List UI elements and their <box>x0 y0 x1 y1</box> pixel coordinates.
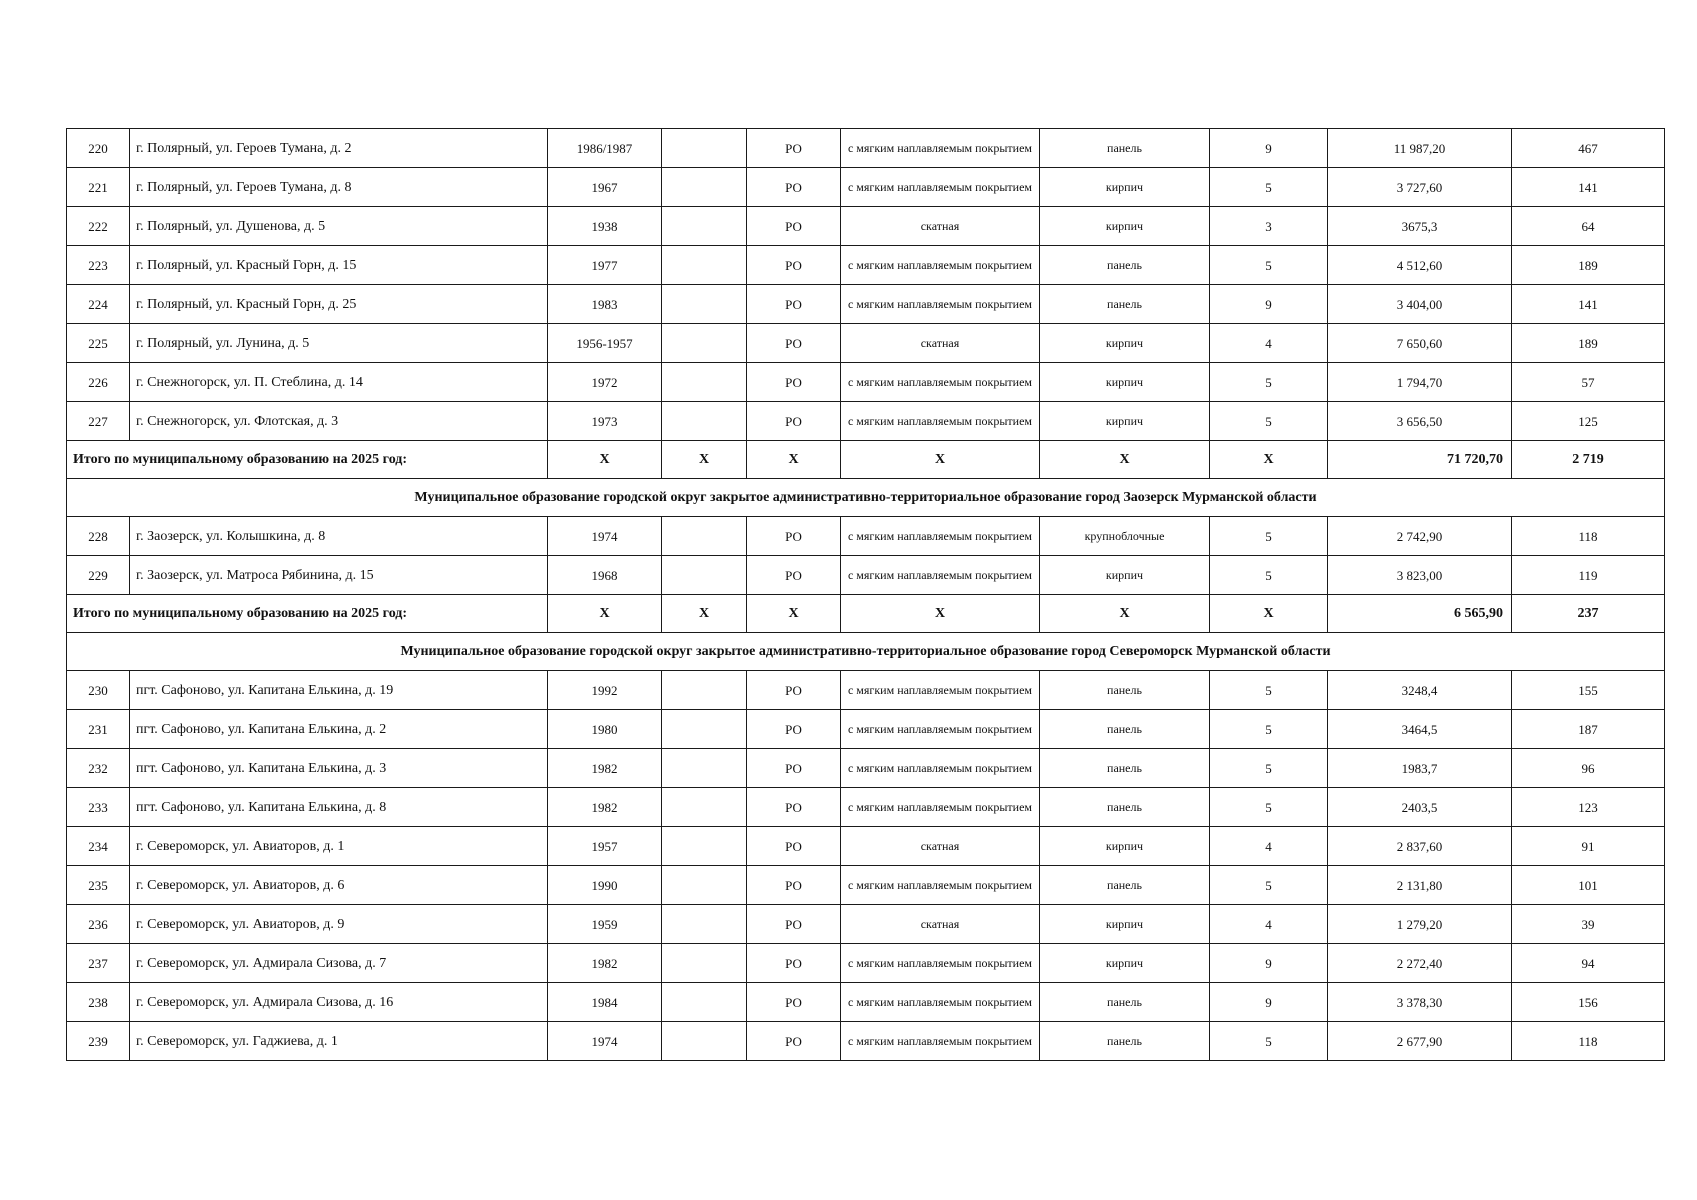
address-cell: г. Полярный, ул. Красный Горн, д. 15 <box>130 246 548 285</box>
row-number: 229 <box>67 556 130 595</box>
wall-material-cell: кирпич <box>1040 363 1210 402</box>
total-row <box>67 441 1665 479</box>
year-cell: 1967 <box>548 168 662 207</box>
residents-cell: 141 <box>1512 285 1665 324</box>
row-number: 225 <box>67 324 130 363</box>
residents-cell: 189 <box>1512 246 1665 285</box>
row-number: 236 <box>67 905 130 944</box>
table-row <box>67 246 1665 285</box>
year-cell: 1980 <box>548 710 662 749</box>
fund-cell: РО <box>747 285 841 324</box>
address-cell: г. Североморск, ул. Авиаторов, д. 1 <box>130 827 548 866</box>
year-cell: 1986/1987 <box>548 129 662 168</box>
area-cell: 1 794,70 <box>1328 363 1512 402</box>
row-number: 237 <box>67 944 130 983</box>
residents-cell: 155 <box>1512 671 1665 710</box>
residents-cell: 64 <box>1512 207 1665 246</box>
roof-type-cell: скатная <box>841 324 1040 363</box>
area-cell: 1983,7 <box>1328 749 1512 788</box>
wall-material-cell: панель <box>1040 983 1210 1022</box>
residents-cell: 91 <box>1512 827 1665 866</box>
floors-cell: 3 <box>1210 207 1328 246</box>
empty-cell <box>662 671 747 710</box>
residents-cell: 141 <box>1512 168 1665 207</box>
floors-cell: 9 <box>1210 285 1328 324</box>
floors-cell: 5 <box>1210 749 1328 788</box>
total-residents: 2 719 <box>1512 441 1665 479</box>
total-x-mark: Х <box>1040 441 1210 479</box>
fund-cell: РО <box>747 983 841 1022</box>
roof-type-cell: с мягким наплавляемым покрытием <box>841 402 1040 441</box>
fund-cell: РО <box>747 363 841 402</box>
total-x-mark: Х <box>1210 441 1328 479</box>
residents-cell: 119 <box>1512 556 1665 595</box>
wall-material-cell: панель <box>1040 788 1210 827</box>
roof-type-cell: скатная <box>841 905 1040 944</box>
wall-material-cell: кирпич <box>1040 944 1210 983</box>
section-header-row <box>67 633 1665 671</box>
residents-cell: 189 <box>1512 324 1665 363</box>
empty-cell <box>662 1022 747 1061</box>
fund-cell: РО <box>747 905 841 944</box>
wall-material-cell: панель <box>1040 866 1210 905</box>
empty-cell <box>662 402 747 441</box>
area-cell: 7 650,60 <box>1328 324 1512 363</box>
area-cell: 2 677,90 <box>1328 1022 1512 1061</box>
empty-cell <box>662 363 747 402</box>
table-row <box>67 517 1665 556</box>
roof-type-cell: с мягким наплавляемым покрытием <box>841 168 1040 207</box>
address-cell: г. Североморск, ул. Авиаторов, д. 9 <box>130 905 548 944</box>
area-cell: 2403,5 <box>1328 788 1512 827</box>
total-label: Итого по муниципальному образованию на 2025 год: <box>67 441 548 479</box>
address-cell: пгт. Сафоново, ул. Капитана Елькина, д. 19 <box>130 671 548 710</box>
area-cell: 3 656,50 <box>1328 402 1512 441</box>
year-cell: 1982 <box>548 749 662 788</box>
row-number: 230 <box>67 671 130 710</box>
year-cell: 1982 <box>548 788 662 827</box>
fund-cell: РО <box>747 944 841 983</box>
empty-cell <box>662 749 747 788</box>
total-residents: 237 <box>1512 595 1665 633</box>
table-row <box>67 285 1665 324</box>
empty-cell <box>662 517 747 556</box>
empty-cell <box>662 983 747 1022</box>
floors-cell: 4 <box>1210 324 1328 363</box>
row-number: 223 <box>67 246 130 285</box>
total-x-mark: Х <box>662 595 747 633</box>
residents-cell: 39 <box>1512 905 1665 944</box>
area-cell: 11 987,20 <box>1328 129 1512 168</box>
wall-material-cell: кирпич <box>1040 168 1210 207</box>
area-cell: 3 404,00 <box>1328 285 1512 324</box>
roof-type-cell: с мягким наплавляемым покрытием <box>841 710 1040 749</box>
total-label: Итого по муниципальному образованию на 2025 год: <box>67 595 548 633</box>
total-x-mark: Х <box>1210 595 1328 633</box>
year-cell: 1972 <box>548 363 662 402</box>
residents-cell: 123 <box>1512 788 1665 827</box>
area-cell: 3675,3 <box>1328 207 1512 246</box>
year-cell: 1968 <box>548 556 662 595</box>
table-row <box>67 905 1665 944</box>
address-cell: г. Североморск, ул. Гаджиева, д. 1 <box>130 1022 548 1061</box>
address-cell: г. Снежногорск, ул. Флотская, д. 3 <box>130 402 548 441</box>
empty-cell <box>662 788 747 827</box>
residents-cell: 467 <box>1512 129 1665 168</box>
total-x-mark: Х <box>548 595 662 633</box>
area-cell: 3 727,60 <box>1328 168 1512 207</box>
area-cell: 2 131,80 <box>1328 866 1512 905</box>
fund-cell: РО <box>747 556 841 595</box>
table-row <box>67 129 1665 168</box>
empty-cell <box>662 556 747 595</box>
floors-cell: 5 <box>1210 246 1328 285</box>
empty-cell <box>662 168 747 207</box>
roof-type-cell: с мягким наплавляемым покрытием <box>841 671 1040 710</box>
table-row <box>67 402 1665 441</box>
floors-cell: 5 <box>1210 517 1328 556</box>
wall-material-cell: панель <box>1040 246 1210 285</box>
fund-cell: РО <box>747 710 841 749</box>
total-x-mark: Х <box>548 441 662 479</box>
empty-cell <box>662 207 747 246</box>
roof-type-cell: с мягким наплавляемым покрытием <box>841 866 1040 905</box>
residents-cell: 94 <box>1512 944 1665 983</box>
table-row <box>67 983 1665 1022</box>
year-cell: 1977 <box>548 246 662 285</box>
wall-material-cell: кирпич <box>1040 402 1210 441</box>
table-row <box>67 324 1665 363</box>
floors-cell: 5 <box>1210 1022 1328 1061</box>
address-cell: г. Североморск, ул. Авиаторов, д. 6 <box>130 866 548 905</box>
residents-cell: 96 <box>1512 749 1665 788</box>
address-cell: пгт. Сафоново, ул. Капитана Елькина, д. 8 <box>130 788 548 827</box>
roof-type-cell: скатная <box>841 827 1040 866</box>
floors-cell: 4 <box>1210 905 1328 944</box>
housing-registry-table <box>66 128 1665 1061</box>
row-number: 221 <box>67 168 130 207</box>
wall-material-cell: кирпич <box>1040 827 1210 866</box>
wall-material-cell: крупноблочные <box>1040 517 1210 556</box>
floors-cell: 9 <box>1210 944 1328 983</box>
fund-cell: РО <box>747 324 841 363</box>
year-cell: 1992 <box>548 671 662 710</box>
section-header-row <box>67 479 1665 517</box>
address-cell: г. Заозерск, ул. Колышкина, д. 8 <box>130 517 548 556</box>
wall-material-cell: панель <box>1040 129 1210 168</box>
year-cell: 1974 <box>548 1022 662 1061</box>
table-row <box>67 944 1665 983</box>
year-cell: 1982 <box>548 944 662 983</box>
row-number: 239 <box>67 1022 130 1061</box>
roof-type-cell: с мягким наплавляемым покрытием <box>841 556 1040 595</box>
address-cell: пгт. Сафоново, ул. Капитана Елькина, д. 2 <box>130 710 548 749</box>
empty-cell <box>662 710 747 749</box>
area-cell: 4 512,60 <box>1328 246 1512 285</box>
fund-cell: РО <box>747 402 841 441</box>
residents-cell: 118 <box>1512 517 1665 556</box>
empty-cell <box>662 246 747 285</box>
row-number: 222 <box>67 207 130 246</box>
area-cell: 3464,5 <box>1328 710 1512 749</box>
floors-cell: 5 <box>1210 788 1328 827</box>
total-area: 6 565,90 <box>1328 595 1512 633</box>
table-row <box>67 1022 1665 1061</box>
section-title: Муниципальное образование городской округ закрытое административно-территориальное образование город Заозерск Мурманской области <box>67 479 1665 517</box>
table-row <box>67 556 1665 595</box>
floors-cell: 5 <box>1210 168 1328 207</box>
address-cell: г. Североморск, ул. Адмирала Сизова, д. 16 <box>130 983 548 1022</box>
total-area: 71 720,70 <box>1328 441 1512 479</box>
row-number: 228 <box>67 517 130 556</box>
roof-type-cell: с мягким наплавляемым покрытием <box>841 517 1040 556</box>
total-x-mark: Х <box>1040 595 1210 633</box>
table-row <box>67 168 1665 207</box>
area-cell: 1 279,20 <box>1328 905 1512 944</box>
residents-cell: 118 <box>1512 1022 1665 1061</box>
fund-cell: РО <box>747 671 841 710</box>
area-cell: 2 272,40 <box>1328 944 1512 983</box>
table-row <box>67 749 1665 788</box>
year-cell: 1956-1957 <box>548 324 662 363</box>
area-cell: 2 837,60 <box>1328 827 1512 866</box>
floors-cell: 9 <box>1210 129 1328 168</box>
floors-cell: 9 <box>1210 983 1328 1022</box>
roof-type-cell: с мягким наплавляемым покрытием <box>841 749 1040 788</box>
fund-cell: РО <box>747 866 841 905</box>
wall-material-cell: кирпич <box>1040 556 1210 595</box>
fund-cell: РО <box>747 1022 841 1061</box>
floors-cell: 5 <box>1210 402 1328 441</box>
floors-cell: 4 <box>1210 827 1328 866</box>
residents-cell: 57 <box>1512 363 1665 402</box>
fund-cell: РО <box>747 827 841 866</box>
address-cell: г. Полярный, ул. Лунина, д. 5 <box>130 324 548 363</box>
year-cell: 1984 <box>548 983 662 1022</box>
year-cell: 1959 <box>548 905 662 944</box>
roof-type-cell: скатная <box>841 207 1040 246</box>
row-number: 238 <box>67 983 130 1022</box>
area-cell: 3 823,00 <box>1328 556 1512 595</box>
year-cell: 1973 <box>548 402 662 441</box>
section-title: Муниципальное образование городской округ закрытое административно-территориальное образование город Североморск Мурманской области <box>67 633 1665 671</box>
address-cell: г. Заозерск, ул. Матроса Рябинина, д. 15 <box>130 556 548 595</box>
roof-type-cell: с мягким наплавляемым покрытием <box>841 363 1040 402</box>
year-cell: 1990 <box>548 866 662 905</box>
total-x-mark: Х <box>747 595 841 633</box>
empty-cell <box>662 129 747 168</box>
year-cell: 1938 <box>548 207 662 246</box>
empty-cell <box>662 905 747 944</box>
floors-cell: 5 <box>1210 866 1328 905</box>
roof-type-cell: с мягким наплавляемым покрытием <box>841 983 1040 1022</box>
area-cell: 2 742,90 <box>1328 517 1512 556</box>
address-cell: г. Полярный, ул. Героев Тумана, д. 2 <box>130 129 548 168</box>
residents-cell: 125 <box>1512 402 1665 441</box>
fund-cell: РО <box>747 517 841 556</box>
address-cell: г. Полярный, ул. Героев Тумана, д. 8 <box>130 168 548 207</box>
row-number: 220 <box>67 129 130 168</box>
table-row <box>67 788 1665 827</box>
floors-cell: 5 <box>1210 710 1328 749</box>
empty-cell <box>662 827 747 866</box>
empty-cell <box>662 324 747 363</box>
row-number: 232 <box>67 749 130 788</box>
year-cell: 1974 <box>548 517 662 556</box>
area-cell: 3 378,30 <box>1328 983 1512 1022</box>
fund-cell: РО <box>747 788 841 827</box>
total-row <box>67 595 1665 633</box>
empty-cell <box>662 866 747 905</box>
address-cell: г. Снежногорск, ул. П. Стеблина, д. 14 <box>130 363 548 402</box>
roof-type-cell: с мягким наплавляемым покрытием <box>841 246 1040 285</box>
empty-cell <box>662 285 747 324</box>
wall-material-cell: кирпич <box>1040 324 1210 363</box>
roof-type-cell: с мягким наплавляемым покрытием <box>841 129 1040 168</box>
residents-cell: 187 <box>1512 710 1665 749</box>
table-row <box>67 207 1665 246</box>
fund-cell: РО <box>747 246 841 285</box>
table-row <box>67 671 1665 710</box>
row-number: 227 <box>67 402 130 441</box>
total-x-mark: Х <box>841 595 1040 633</box>
wall-material-cell: кирпич <box>1040 207 1210 246</box>
fund-cell: РО <box>747 749 841 788</box>
fund-cell: РО <box>747 207 841 246</box>
table-row <box>67 827 1665 866</box>
wall-material-cell: панель <box>1040 671 1210 710</box>
table-row <box>67 363 1665 402</box>
address-cell: г. Полярный, ул. Красный Горн, д. 25 <box>130 285 548 324</box>
address-cell: пгт. Сафоново, ул. Капитана Елькина, д. 3 <box>130 749 548 788</box>
row-number: 233 <box>67 788 130 827</box>
fund-cell: РО <box>747 129 841 168</box>
fund-cell: РО <box>747 168 841 207</box>
row-number: 234 <box>67 827 130 866</box>
row-number: 224 <box>67 285 130 324</box>
residents-cell: 101 <box>1512 866 1665 905</box>
empty-cell <box>662 944 747 983</box>
wall-material-cell: панель <box>1040 285 1210 324</box>
residents-cell: 156 <box>1512 983 1665 1022</box>
floors-cell: 5 <box>1210 556 1328 595</box>
address-cell: г. Полярный, ул. Душенова, д. 5 <box>130 207 548 246</box>
table-row <box>67 866 1665 905</box>
address-cell: г. Североморск, ул. Адмирала Сизова, д. 7 <box>130 944 548 983</box>
total-x-mark: Х <box>747 441 841 479</box>
roof-type-cell: с мягким наплавляемым покрытием <box>841 1022 1040 1061</box>
row-number: 231 <box>67 710 130 749</box>
registry-body <box>67 129 1665 1061</box>
year-cell: 1957 <box>548 827 662 866</box>
row-number: 235 <box>67 866 130 905</box>
area-cell: 3248,4 <box>1328 671 1512 710</box>
total-x-mark: Х <box>841 441 1040 479</box>
floors-cell: 5 <box>1210 363 1328 402</box>
floors-cell: 5 <box>1210 671 1328 710</box>
roof-type-cell: с мягким наплавляемым покрытием <box>841 944 1040 983</box>
wall-material-cell: панель <box>1040 749 1210 788</box>
table-row <box>67 710 1665 749</box>
wall-material-cell: кирпич <box>1040 905 1210 944</box>
roof-type-cell: с мягким наплавляемым покрытием <box>841 285 1040 324</box>
wall-material-cell: панель <box>1040 710 1210 749</box>
total-x-mark: Х <box>662 441 747 479</box>
year-cell: 1983 <box>548 285 662 324</box>
row-number: 226 <box>67 363 130 402</box>
wall-material-cell: панель <box>1040 1022 1210 1061</box>
roof-type-cell: с мягким наплавляемым покрытием <box>841 788 1040 827</box>
